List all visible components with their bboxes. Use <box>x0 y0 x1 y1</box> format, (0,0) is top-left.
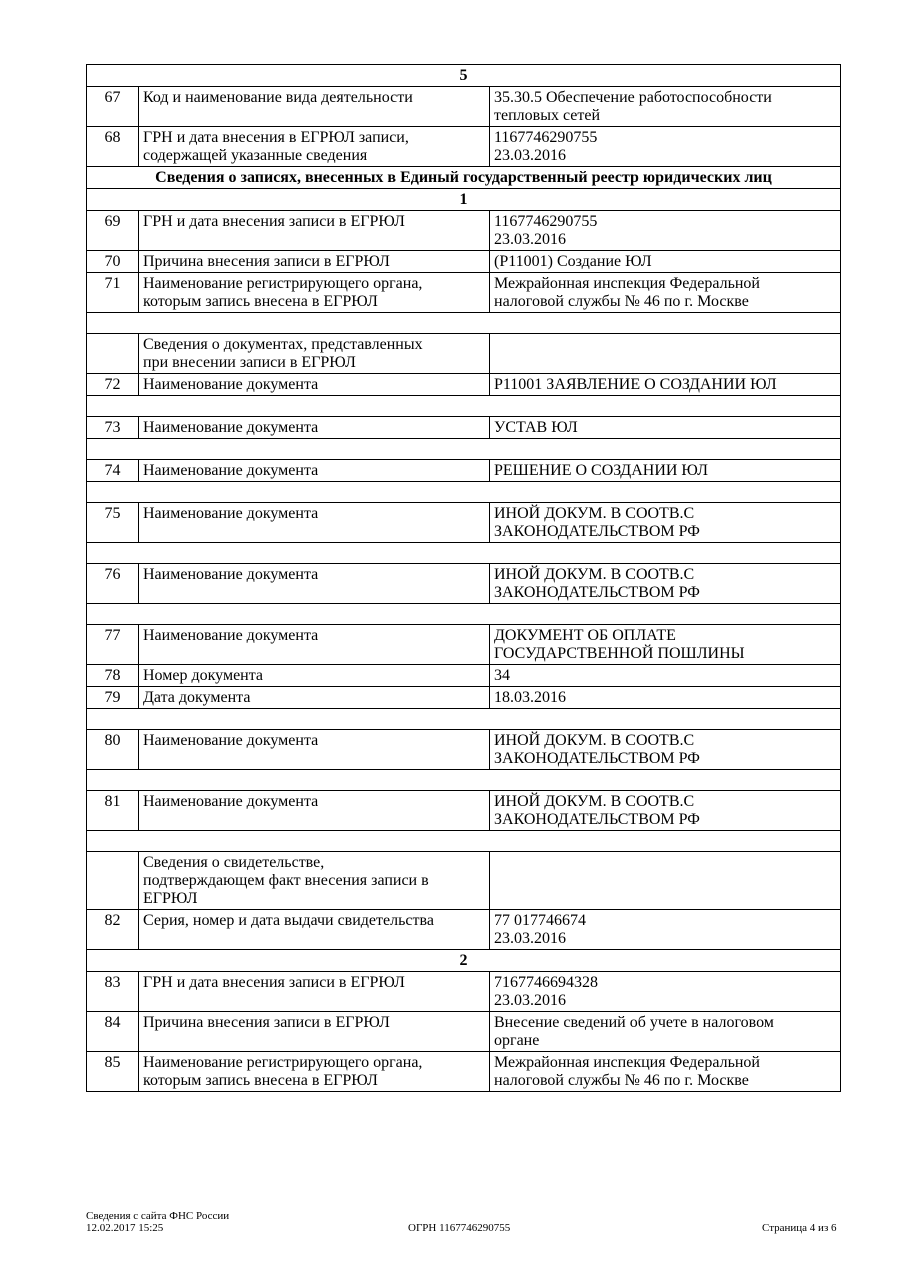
row-number: 72 <box>87 374 139 396</box>
field-label: Наименование документа <box>139 564 490 604</box>
row-number: 77 <box>87 625 139 665</box>
section-number-row <box>87 65 841 87</box>
separator-cell <box>87 543 841 564</box>
separator-row <box>87 831 841 852</box>
row-number: 69 <box>87 211 139 251</box>
table-row <box>87 87 841 127</box>
table-row <box>87 273 841 313</box>
row-number: 70 <box>87 251 139 273</box>
separator-cell <box>87 313 841 334</box>
field-value <box>490 852 841 910</box>
field-label: Наименование документа <box>139 730 490 770</box>
section-title-row <box>87 167 841 189</box>
table-row <box>87 211 841 251</box>
field-label: Причина внесения записи в ЕГРЮЛ <box>139 1012 490 1052</box>
table-row <box>87 127 841 167</box>
row-number: 80 <box>87 730 139 770</box>
field-label: ГРН и дата внесения записи в ЕГРЮЛ <box>139 211 490 251</box>
field-label: Сведения о документах, представленных при внесении записи в ЕГРЮЛ <box>139 334 490 374</box>
footer-page-number: Страница 4 из 6 <box>762 1222 837 1234</box>
field-value: (Р11001) Создание ЮЛ <box>490 251 841 273</box>
field-value: 7167746694328 23.03.2016 <box>490 972 841 1012</box>
field-value: ИНОЙ ДОКУМ. В СООТВ.С ЗАКОНОДАТЕЛЬСТВОМ РФ <box>490 503 841 543</box>
separator-cell <box>87 396 841 417</box>
table-row <box>87 791 841 831</box>
field-value: 77 017746674 23.03.2016 <box>490 910 841 950</box>
separator-cell <box>87 439 841 460</box>
field-value: 1167746290755 23.03.2016 <box>490 127 841 167</box>
row-number: 74 <box>87 460 139 482</box>
section-number: 5 <box>87 65 841 87</box>
row-number: 71 <box>87 273 139 313</box>
field-value: 18.03.2016 <box>490 687 841 709</box>
row-number: 76 <box>87 564 139 604</box>
table-row <box>87 334 841 374</box>
row-number: 83 <box>87 972 139 1012</box>
table-row <box>87 460 841 482</box>
section-number: 1 <box>87 189 841 211</box>
table-row <box>87 374 841 396</box>
row-number <box>87 852 139 910</box>
field-label: Код и наименование вида деятельности <box>139 87 490 127</box>
row-number: 78 <box>87 665 139 687</box>
row-number: 75 <box>87 503 139 543</box>
footer-ogrn: ОГРН 1167746290755 <box>408 1222 511 1234</box>
field-label: Сведения о свидетельстве, подтверждающем факт внесения записи в ЕГРЮЛ <box>139 852 490 910</box>
separator-row <box>87 439 841 460</box>
table-row <box>87 665 841 687</box>
field-label: ГРН и дата внесения записи в ЕГРЮЛ <box>139 972 490 1012</box>
row-number <box>87 334 139 374</box>
field-value <box>490 334 841 374</box>
field-value: ИНОЙ ДОКУМ. В СООТВ.С ЗАКОНОДАТЕЛЬСТВОМ РФ <box>490 564 841 604</box>
table-row <box>87 972 841 1012</box>
field-label: Наименование документа <box>139 625 490 665</box>
row-number: 79 <box>87 687 139 709</box>
separator-cell <box>87 831 841 852</box>
field-label: Наименование документа <box>139 460 490 482</box>
row-number: 73 <box>87 417 139 439</box>
table-row <box>87 910 841 950</box>
section-number-row <box>87 950 841 972</box>
table-row <box>87 251 841 273</box>
field-value: РЕШЕНИЕ О СОЗДАНИИ ЮЛ <box>490 460 841 482</box>
separator-row <box>87 396 841 417</box>
row-number: 68 <box>87 127 139 167</box>
section-number: 2 <box>87 950 841 972</box>
field-label: Дата документа <box>139 687 490 709</box>
field-value: Р11001 ЗАЯВЛЕНИЕ О СОЗДАНИИ ЮЛ <box>490 374 841 396</box>
field-label: Наименование документа <box>139 374 490 396</box>
egrul-extract-table <box>86 64 841 1092</box>
table-row <box>87 1052 841 1092</box>
table-row <box>87 730 841 770</box>
row-number: 67 <box>87 87 139 127</box>
field-label: Наименование регистрирующего органа, которым запись внесена в ЕГРЮЛ <box>139 273 490 313</box>
separator-row <box>87 482 841 503</box>
field-value: 35.30.5 Обеспечение работоспособности тепловых сетей <box>490 87 841 127</box>
field-value: ДОКУМЕНТ ОБ ОПЛАТЕ ГОСУДАРСТВЕННОЙ ПОШЛИНЫ <box>490 625 841 665</box>
field-value: ИНОЙ ДОКУМ. В СООТВ.С ЗАКОНОДАТЕЛЬСТВОМ РФ <box>490 791 841 831</box>
separator-cell <box>87 709 841 730</box>
table-row <box>87 625 841 665</box>
table-row <box>87 564 841 604</box>
separator-row <box>87 604 841 625</box>
field-value: Внесение сведений об учете в налоговом органе <box>490 1012 841 1052</box>
field-value: Межрайонная инспекция Федеральной налоговой службы № 46 по г. Москве <box>490 1052 841 1092</box>
field-label: Наименование документа <box>139 791 490 831</box>
field-value: УСТАВ ЮЛ <box>490 417 841 439</box>
field-label: Серия, номер и дата выдачи свидетельства <box>139 910 490 950</box>
field-value: ИНОЙ ДОКУМ. В СООТВ.С ЗАКОНОДАТЕЛЬСТВОМ РФ <box>490 730 841 770</box>
table-row <box>87 503 841 543</box>
field-value: 34 <box>490 665 841 687</box>
separator-row <box>87 770 841 791</box>
section-number-row <box>87 189 841 211</box>
field-label: Наименование документа <box>139 417 490 439</box>
table-row <box>87 687 841 709</box>
table-row <box>87 1012 841 1052</box>
field-value: Межрайонная инспекция Федеральной налоговой службы № 46 по г. Москве <box>490 273 841 313</box>
separator-row <box>87 543 841 564</box>
table-row <box>87 417 841 439</box>
separator-row <box>87 313 841 334</box>
field-label: Причина внесения записи в ЕГРЮЛ <box>139 251 490 273</box>
row-number: 82 <box>87 910 139 950</box>
field-label: Номер документа <box>139 665 490 687</box>
field-value: 1167746290755 23.03.2016 <box>490 211 841 251</box>
separator-cell <box>87 604 841 625</box>
separator-cell <box>87 770 841 791</box>
separator-cell <box>87 482 841 503</box>
section-title: Сведения о записях, внесенных в Единый государственный реестр юридических лиц <box>87 167 841 189</box>
table-row <box>87 852 841 910</box>
footer-source: Сведения с сайта ФНС России 12.02.2017 15:25 <box>86 1210 230 1234</box>
field-label: ГРН и дата внесения в ЕГРЮЛ записи, содержащей указанные сведения <box>139 127 490 167</box>
row-number: 81 <box>87 791 139 831</box>
row-number: 85 <box>87 1052 139 1092</box>
field-label: Наименование регистрирующего органа, которым запись внесена в ЕГРЮЛ <box>139 1052 490 1092</box>
field-label: Наименование документа <box>139 503 490 543</box>
separator-row <box>87 709 841 730</box>
row-number: 84 <box>87 1012 139 1052</box>
